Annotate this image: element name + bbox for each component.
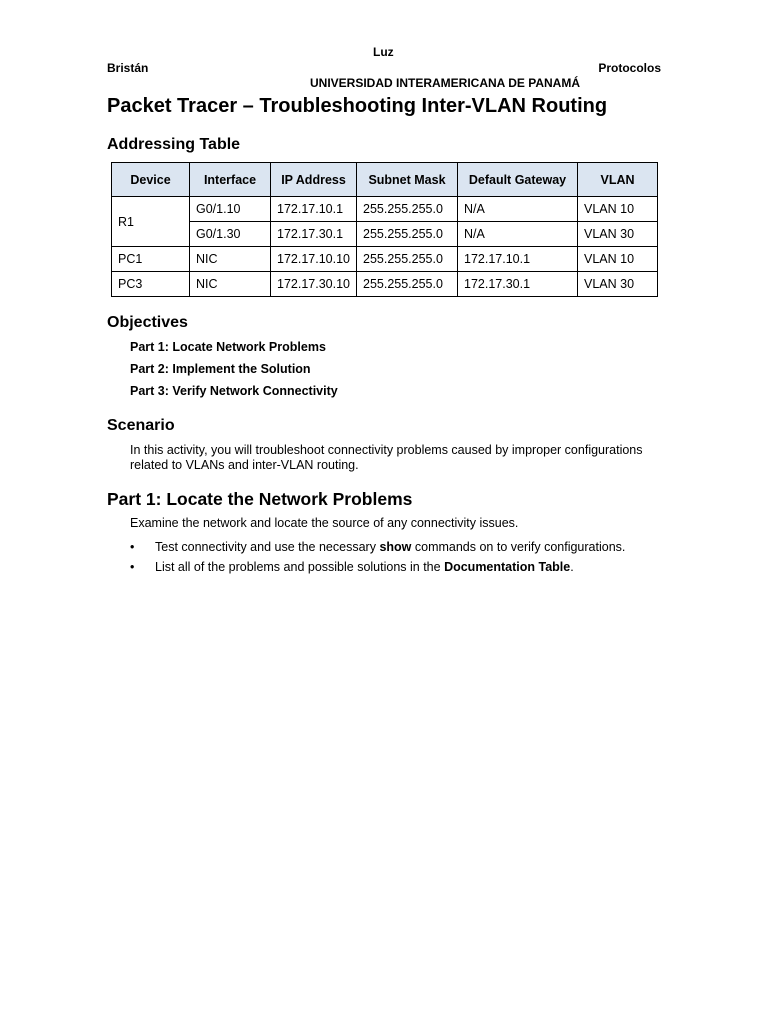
cell-interface: G0/1.30	[190, 222, 271, 247]
cell-ip: 172.17.10.1	[271, 197, 357, 222]
cell-mask: 255.255.255.0	[357, 247, 458, 272]
table-row	[112, 247, 658, 272]
header-name-bristan: Bristán	[107, 61, 149, 75]
bullet-text: List all of the problems and possible solutions in the	[155, 560, 445, 574]
cell-ip: 172.17.30.10	[271, 272, 357, 297]
col-vlan: VLAN	[578, 163, 658, 197]
cell-gateway: N/A	[458, 222, 578, 247]
cell-gateway: N/A	[458, 197, 578, 222]
header-name-luz: Luz	[373, 45, 394, 59]
bullet-emphasis: show	[379, 540, 412, 554]
table-row	[112, 222, 658, 247]
addressing-table-heading: Addressing Table	[107, 136, 241, 153]
bullet-text: commands on to verify configurations.	[411, 540, 626, 554]
cell-vlan: VLAN 10	[578, 197, 658, 222]
col-device: Device	[112, 163, 190, 197]
cell-device: R1	[112, 197, 190, 247]
table-row	[112, 197, 658, 222]
cell-gateway: 172.17.10.1	[458, 247, 578, 272]
cell-ip: 172.17.30.1	[271, 222, 357, 247]
col-default-gateway: Default Gateway	[458, 163, 578, 197]
cell-vlan: VLAN 30	[578, 272, 658, 297]
objective-item: Part 1: Locate Network Problems	[130, 340, 326, 354]
cell-ip: 172.17.10.10	[271, 247, 357, 272]
scenario-heading: Scenario	[107, 417, 175, 434]
bullet-text: Test connectivity and use the necessary	[155, 540, 380, 554]
cell-gateway: 172.17.30.1	[458, 272, 578, 297]
bullet-marker: •	[130, 560, 135, 574]
cell-device: PC3	[112, 272, 190, 297]
scenario-text: In this activity, you will troubleshoot connectivity problems caused by improper configurations related to VLANs and inter-VLAN routing.	[130, 443, 643, 472]
cell-mask: 255.255.255.0	[357, 197, 458, 222]
cell-mask: 255.255.255.0	[357, 222, 458, 247]
cell-device: PC1	[112, 247, 190, 272]
objectives-heading: Objectives	[107, 314, 188, 331]
part1-heading: Part 1: Locate the Network Problems	[107, 489, 413, 509]
col-ip-address: IP Address	[271, 163, 357, 197]
header-course: Protocolos	[598, 61, 661, 75]
cell-interface: NIC	[190, 247, 271, 272]
cell-interface: NIC	[190, 272, 271, 297]
header-university: UNIVERSIDAD INTERAMERICANA DE PANAMÁ	[310, 76, 581, 90]
document-title: Packet Tracer – Troubleshooting Inter-VLAN Routing	[107, 95, 608, 117]
objective-item: Part 3: Verify Network Connectivity	[130, 384, 338, 398]
cell-mask: 255.255.255.0	[357, 272, 458, 297]
table-header-row	[112, 163, 658, 197]
bullet-text: .	[570, 560, 574, 574]
col-subnet-mask: Subnet Mask	[357, 163, 458, 197]
bullet-item-2	[155, 560, 574, 574]
objective-item: Part 2: Implement the Solution	[130, 362, 311, 376]
part1-intro: Examine the network and locate the source of any connectivity issues.	[130, 516, 519, 530]
table-row	[112, 272, 658, 297]
bullet-marker: •	[130, 540, 135, 554]
cell-interface: G0/1.10	[190, 197, 271, 222]
bullet-emphasis: Documentation Table	[444, 560, 571, 574]
bullet-item-1	[155, 540, 625, 554]
cell-vlan: VLAN 30	[578, 222, 658, 247]
cell-vlan: VLAN 10	[578, 247, 658, 272]
col-interface: Interface	[190, 163, 271, 197]
addressing-table	[111, 162, 658, 297]
